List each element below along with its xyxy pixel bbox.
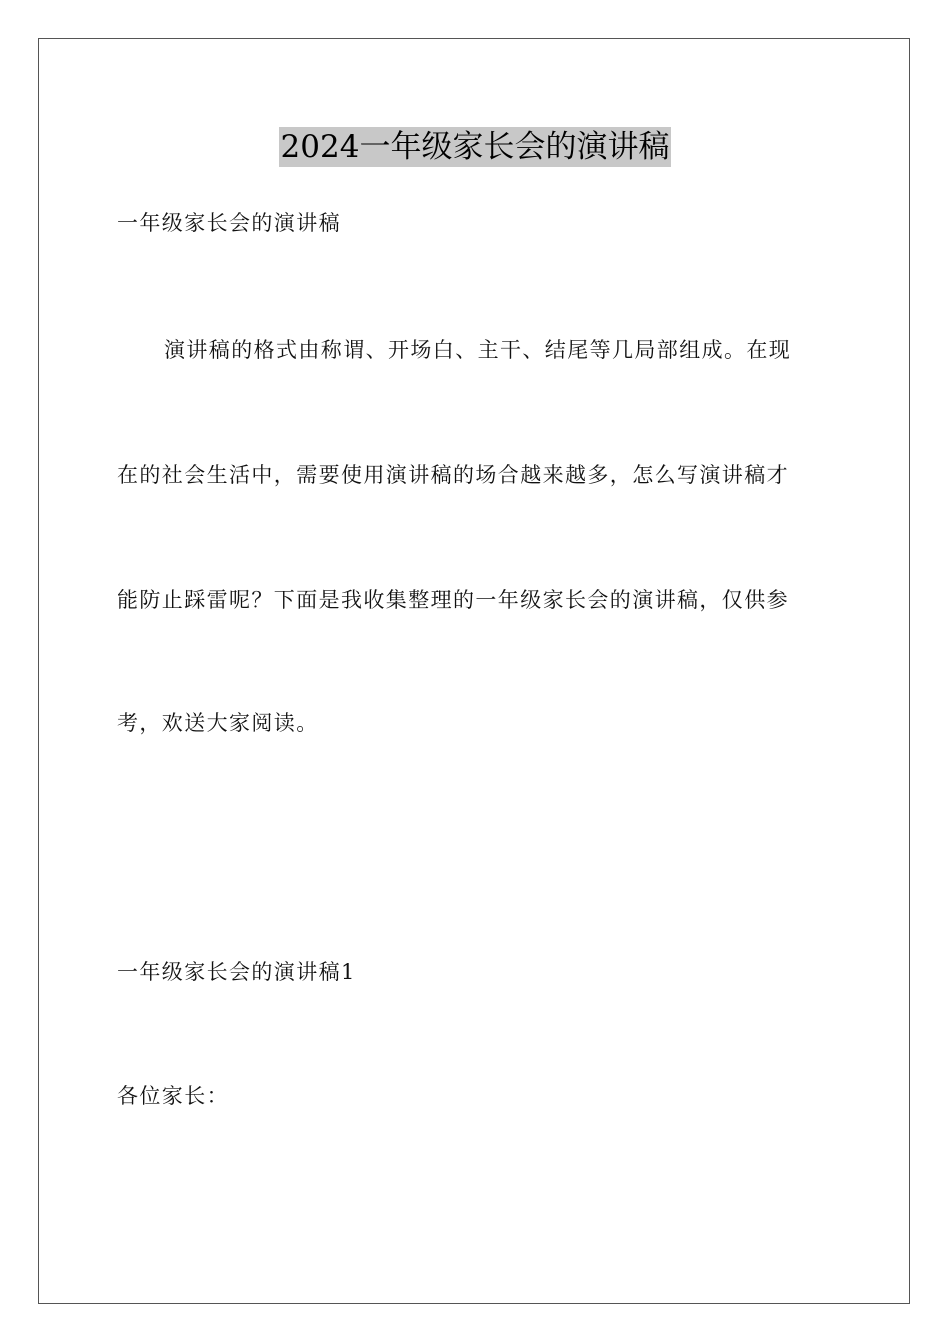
document-subtitle: 一年级家长会的演讲稿 bbox=[117, 211, 341, 235]
section-heading: 一年级家长会的演讲稿1 bbox=[117, 960, 356, 984]
intro-paragraph-line: 能防止踩雷呢？下面是我收集整理的一年级家长会的演讲稿，仅供参 bbox=[117, 588, 789, 612]
intro-paragraph-line: 在的社会生活中，需要使用演讲稿的场合越来越多，怎么写演讲稿才 bbox=[117, 463, 789, 487]
intro-paragraph-line: 考，欢送大家阅读。 bbox=[117, 711, 319, 735]
title-container bbox=[0, 127, 950, 167]
salutation: 各位家长： bbox=[117, 1084, 229, 1108]
document-title: 2024一年级家长会的演讲稿 bbox=[280, 129, 670, 165]
intro-paragraph-line: 演讲稿的格式由称谓、开场白、主干、结尾等几局部组成。在现 bbox=[164, 338, 792, 362]
